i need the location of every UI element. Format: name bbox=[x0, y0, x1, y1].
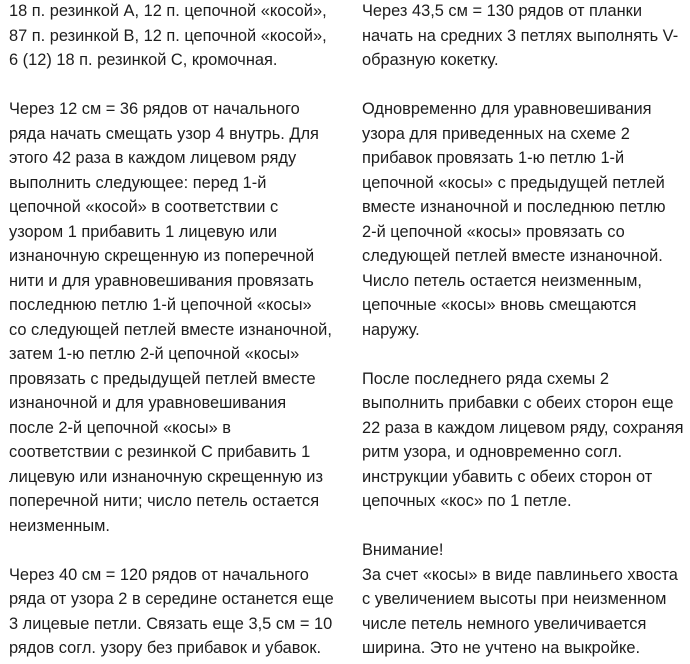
text-line: После последнего ряда схемы 2 bbox=[362, 369, 609, 388]
text-line: последнюю петлю 1-й цепочной «косы» bbox=[9, 296, 312, 314]
text-line: 22 раза в каждом лицевом ряду, сохраняя bbox=[362, 418, 684, 437]
text-line: вместе изнаночной и последнюю петлю bbox=[362, 198, 666, 216]
text-line: изнаночную скрещенную из поперечной bbox=[9, 247, 315, 265]
paragraph-gap bbox=[362, 514, 688, 539]
text-line: нити и для уравновешивания провязать bbox=[9, 271, 314, 290]
text-line: числе петель немного увеличивается bbox=[362, 614, 647, 633]
text-line: изнаночной и для уравновешивания bbox=[9, 394, 287, 412]
text-line: 87 п. резинкой В, 12 п. цепочной «косой», bbox=[9, 26, 327, 45]
left-text-column bbox=[9, 0, 349, 661]
paragraph-gap bbox=[362, 342, 688, 367]
text-line: цепочные «косы» вновь смещаются bbox=[362, 296, 637, 314]
text-line: узора для приведенных на схеме 2 bbox=[362, 124, 630, 143]
text-line: цепочной «косой» в соответствии с bbox=[9, 198, 279, 216]
text-line: ряда начать смещать узор 4 внутрь. Для bbox=[9, 124, 319, 143]
text-line: За счет «косы» в виде павлиньего хвоста bbox=[362, 565, 678, 584]
paragraph-increases bbox=[362, 367, 688, 514]
paragraph-middle-stitches bbox=[9, 563, 349, 661]
text-line: 3 лицевые петли. Связать еще 3,5 см = 10 bbox=[9, 614, 333, 633]
text-line: 6 (12) 18 п. резинкой С, кромочная. bbox=[9, 51, 278, 69]
paragraph-stitch-layout bbox=[9, 0, 349, 73]
text-line: выполнить прибавки с обеих сторон еще bbox=[362, 394, 674, 412]
paragraph-v-yoke bbox=[362, 0, 688, 73]
paragraph-pattern-shift bbox=[9, 97, 349, 538]
text-line: Через 40 см = 120 рядов от начального bbox=[9, 565, 309, 584]
text-line: следующей петлей вместе изнаночной. bbox=[362, 247, 663, 265]
text-line: провязать с предыдущей петлей вместе bbox=[9, 369, 316, 388]
text-line: ритм узора, и одновременно согл. bbox=[362, 443, 623, 461]
text-line: с увеличением высоты при неизменном bbox=[362, 590, 667, 608]
text-line: лицевую или изнаночную скрещенную из bbox=[9, 467, 323, 486]
text-line: образную кокетку. bbox=[362, 51, 499, 69]
attention-heading: Внимание! bbox=[362, 541, 444, 559]
text-line: 18 п. резинкой А, 12 п. цепочной «косой», bbox=[9, 2, 327, 20]
text-line: после 2-й цепочной «косы» в bbox=[9, 418, 232, 437]
text-line: узором 1 прибавить 1 лицевую или bbox=[9, 222, 278, 241]
paragraph-balancing bbox=[362, 97, 688, 342]
text-line: Одновременно для уравновешивания bbox=[362, 100, 652, 118]
paragraph-gap bbox=[9, 538, 349, 563]
text-line: рядов согл. узору без прибавок и убавок. bbox=[9, 639, 322, 657]
paragraph-gap bbox=[9, 73, 349, 98]
text-line: Через 43,5 см = 130 рядов от планки bbox=[362, 2, 642, 20]
right-text-column bbox=[362, 0, 688, 661]
text-line: начать на средних 3 петлях выполнять V- bbox=[362, 26, 679, 45]
paragraph-gap bbox=[362, 73, 688, 98]
paragraph-attention-note bbox=[362, 538, 688, 661]
text-line: ряда от узора 2 в середине останется еще bbox=[9, 590, 334, 608]
text-line: инструкции убавить с обеих сторон от bbox=[362, 467, 653, 486]
text-line: выполнить следующее: перед 1-й bbox=[9, 173, 267, 192]
text-line: Число петель остается неизменным, bbox=[362, 271, 642, 290]
text-line: цепочных «кос» по 1 петле. bbox=[362, 492, 572, 510]
text-line: соответствии с резинкой С прибавить 1 bbox=[9, 443, 311, 461]
text-line: неизменным. bbox=[9, 516, 110, 535]
text-line: ширина. Это не учтено на выкройке. bbox=[362, 639, 641, 657]
text-line: со следующей петлей вместе изнаночной, bbox=[9, 320, 332, 339]
text-line: прибавок провязать 1-ю петлю 1-й bbox=[362, 149, 625, 167]
text-line: 2-й цепочной «косы» провязать со bbox=[362, 222, 625, 241]
text-line: поперечной нити; число петель остается bbox=[9, 492, 320, 510]
text-line: цепочной «косы» с предыдущей петлей bbox=[362, 173, 665, 192]
text-line: Через 12 см = 36 рядов от начального bbox=[9, 100, 300, 118]
text-line: затем 1-ю петлю 2-й цепочной «косы» bbox=[9, 345, 300, 363]
text-line: этого 42 раза в каждом лицевом ряду bbox=[9, 149, 297, 167]
text-line: наружу. bbox=[362, 320, 420, 339]
